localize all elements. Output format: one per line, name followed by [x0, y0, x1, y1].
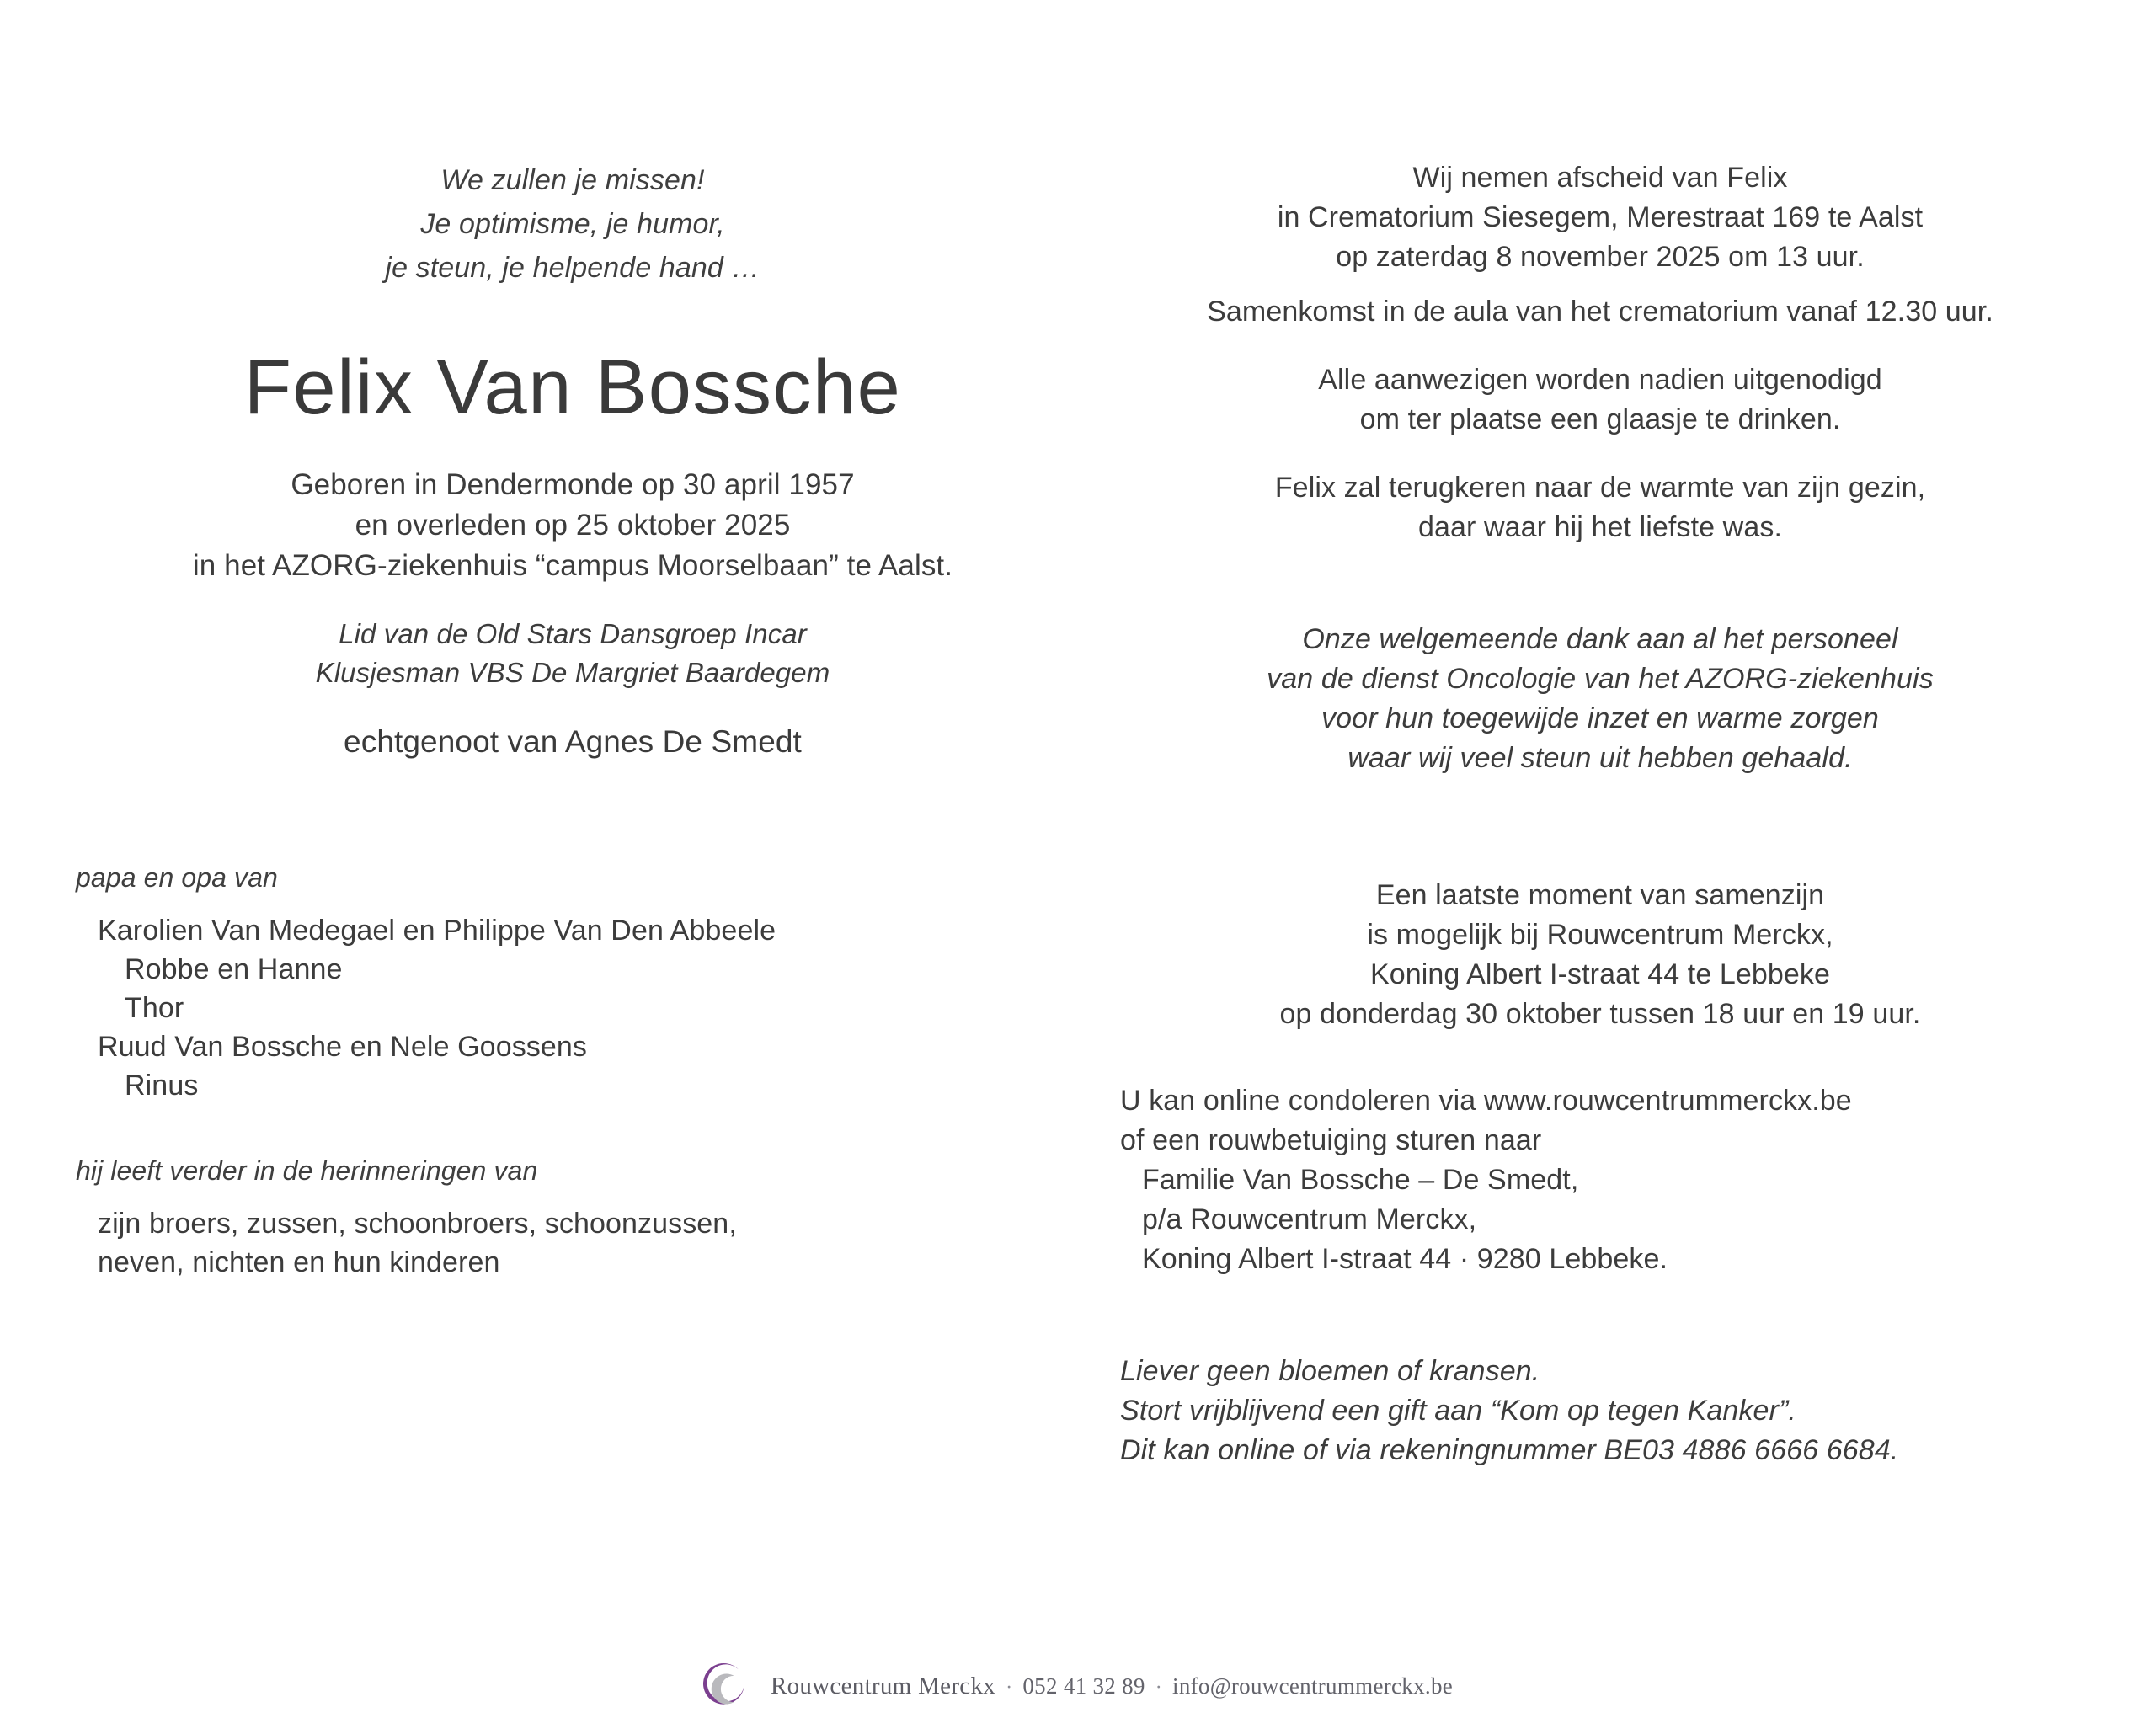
- visitation-line: Koning Albert I-straat 44 te Lebbeke: [1369, 958, 1831, 990]
- visitation-line: is mogelijk bij Rouwcentrum Merckx,: [1367, 919, 1833, 951]
- donation-line: Stort vrijblijvend een gift aan “Kom op tegen Kanker”.: [1120, 1395, 1796, 1427]
- left-column: [59, 158, 1070, 1734]
- footer-contact: [771, 1673, 1453, 1700]
- deceased-name-block: [76, 344, 1070, 431]
- thanks-block: [1120, 620, 2080, 778]
- footer: [0, 1662, 2156, 1710]
- poem-line: We zullen je missen!: [440, 164, 705, 196]
- spacer: [1120, 1279, 2080, 1352]
- spacer: [1120, 1034, 2080, 1081]
- spacer: [76, 692, 1070, 721]
- return-home-block: [1120, 468, 2080, 547]
- thanks-line: van de dienst Oncologie van het AZORG-ziekenhuis: [1267, 663, 1934, 695]
- spacer: [76, 1189, 1070, 1204]
- condolence-line: of een rouwbetuiging sturen naar: [1120, 1124, 1542, 1156]
- drinks-block: [1120, 360, 2080, 440]
- visitation-block: [1120, 876, 2080, 1034]
- visitation-line: Een laatste moment van samenzijn: [1375, 879, 1825, 911]
- thanks-line: waar wij veel steun uit hebben gehaald.: [1348, 742, 1853, 774]
- gathering-line: Samenkomst in de aula van het crematorium vanaf 12.30 uur.: [1207, 296, 1993, 328]
- condolence-block: [1120, 1081, 2080, 1279]
- crescent-ring-logo-icon: [703, 1662, 752, 1710]
- memory-line: neven, nichten en hun kinderen: [98, 1246, 500, 1278]
- spacer: [1120, 277, 2080, 292]
- thanks-line: Onze welgemeende dank aan al het personeel: [1302, 623, 1898, 655]
- donation-block: [1120, 1352, 2080, 1470]
- ceremony-block: [1120, 158, 2080, 277]
- poem-line: je steun, je helpende hand …: [385, 252, 760, 284]
- footer-company-name: Rouwcentrum Merckx: [770, 1672, 996, 1699]
- role-line: Lid van de Old Stars Dansgroep Incar: [339, 618, 807, 649]
- spacer: [76, 586, 1070, 615]
- return-home-line: daar waar hij het liefste was.: [1418, 511, 1782, 543]
- footer-separator: ·: [1155, 1676, 1163, 1699]
- role-line: Klusjesman VBS De Margriet Baardegem: [315, 657, 830, 688]
- spacer: [1120, 332, 2080, 360]
- condolence-address-line: Familie Van Bossche – De Smedt,: [1142, 1164, 1579, 1196]
- family-block: [76, 859, 1070, 1105]
- footer-email: info@rouwcentrummerckx.be: [1172, 1673, 1454, 1699]
- deceased-name: Felix Van Bossche: [243, 344, 902, 430]
- family-member: Ruud Van Bossche en Nele Goossens: [98, 1031, 588, 1063]
- thanks-line: voor hun toegewijde inzet en warme zorgen: [1321, 702, 1879, 734]
- life-dates-block: [76, 465, 1070, 586]
- visitation-line: op donderdag 30 oktober tussen 18 uur en 19 uur.: [1279, 998, 1921, 1030]
- condolence-website-line: U kan online condoleren via www.rouwcentrummerckx.be: [1120, 1085, 1852, 1117]
- donation-line: Dit kan online of via rekeningnummer BE03 4886 6666 6684.: [1120, 1434, 1899, 1466]
- family-member: Karolien Van Medegael en Philippe Van Den Abbeele: [98, 915, 776, 947]
- spacer: [1120, 547, 2080, 620]
- donation-line: Liever geen bloemen of kransen.: [1120, 1355, 1540, 1387]
- birth-line: Geboren in Dendermonde op 30 april 1957: [291, 468, 855, 501]
- ceremony-line: Wij nemen afscheid van Felix: [1412, 162, 1788, 194]
- drinks-line: om ter plaatse een glaasje te drinken.: [1359, 403, 1841, 435]
- poem-block: [76, 158, 1070, 290]
- condolence-address-line: Koning Albert I-straat 44 · 9280 Lebbeke.: [1142, 1243, 1668, 1275]
- footer-phone: 052 41 32 89: [1022, 1673, 1145, 1699]
- memory-line: zijn broers, zussen, schoonbroers, schoonzussen,: [98, 1208, 737, 1240]
- ceremony-line: in Crematorium Siesegem, Merestraat 169 te Aalst: [1277, 201, 1924, 233]
- family-member: Thor: [125, 992, 184, 1024]
- spacer: [76, 896, 1070, 911]
- poem-line: Je optimisme, je humor,: [420, 208, 725, 240]
- death-line: en overleden op 25 oktober 2025: [355, 509, 791, 542]
- ceremony-line: op zaterdag 8 november 2025 om 13 uur.: [1336, 241, 1865, 273]
- right-column: [1070, 158, 2080, 1734]
- footer-separator: ·: [1006, 1676, 1013, 1699]
- family-heading: papa en opa van: [76, 862, 278, 893]
- spacer: [1120, 778, 2080, 876]
- spouse-line: echtgenoot van Agnes De Smedt: [344, 724, 802, 759]
- family-member: Robbe en Hanne: [125, 953, 343, 985]
- spacer: [76, 1105, 1070, 1152]
- memory-heading: hij leeft verder in de herinneringen van: [76, 1155, 538, 1186]
- condolence-address-line: p/a Rouwcentrum Merckx,: [1142, 1203, 1477, 1235]
- drinks-line: Alle aanwezigen worden nadien uitgenodigd: [1318, 364, 1882, 396]
- spacer: [1120, 440, 2080, 468]
- roles-block: [76, 615, 1070, 692]
- return-home-line: Felix zal terugkeren naar de warmte van zijn gezin,: [1274, 472, 1926, 504]
- family-member: Rinus: [125, 1070, 199, 1102]
- memory-block: [76, 1152, 1070, 1282]
- death-place-line: in het AZORG-ziekenhuis “campus Moorselbaan” te Aalst.: [192, 549, 953, 582]
